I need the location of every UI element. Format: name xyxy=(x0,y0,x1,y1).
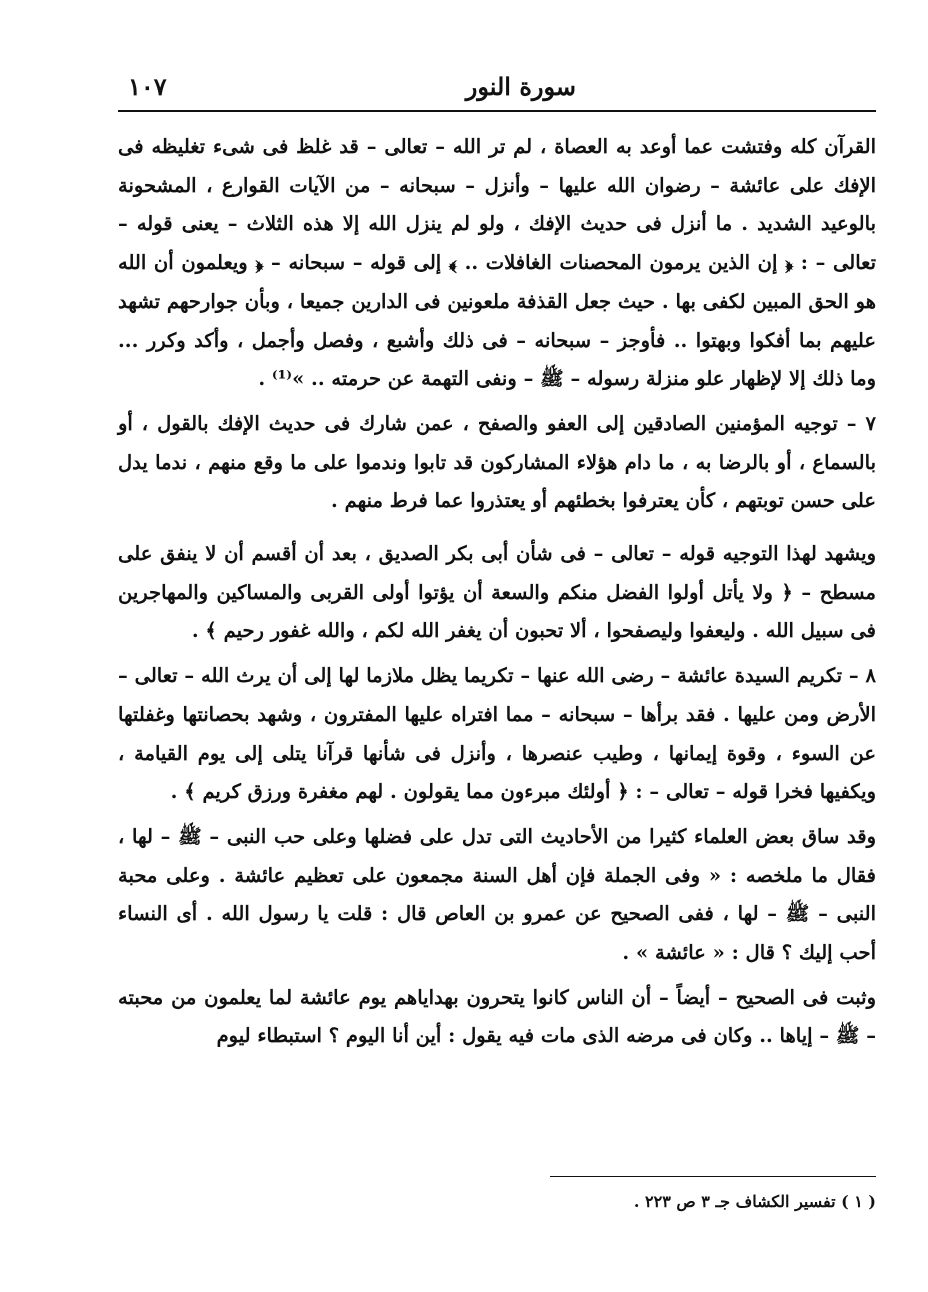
header-divider xyxy=(118,110,876,112)
paragraph-1: القرآن كله وفتشت عما أوعد به العصاة ، لم تر الله – تعالى – قد غلظ فى شىء تغليظه فى الإفك على عائشة – رضوان الله عليها – وأنزل – سبحانه – من الآيات القوارع ، المشحونة بالوعيد الشديد . ما أنزل فى حديث الإفك ، ولو لم ينزل الله إلا هذه الثلاث – يعنى قوله – تعالى – : ﴿ إن الذين يرمون المحصنات الغافلات .. ﴾ إلى قوله – سبحانه – ﴿ ويعلمون أن الله هو الحق المبين لكفى بها . حيث جعل القذفة ملعونين فى الدارين جميعا ، وبأن جوارحهم تشهد عليهم بما أفكوا وبهتوا .. فأوجز – سبحانه – فى ذلك وأشبع ، وفصل وأجمل ، وأكد وكرر ... وما ذلك إلا لإظهار علو منزلة رسوله – ﷺ – ونفى التهمة عن حرمته .. »⁽¹⁾ . xyxy=(118,135,877,391)
page-header xyxy=(118,66,876,106)
footnote: ( ١ ) تفسير الكشاف جـ ٣ ص ٢٢٣ . xyxy=(633,1192,876,1211)
paragraph-6: وثبت فى الصحيح – أيضاً – أن الناس كانوا يتحرون بهداياهم يوم عائشة لما يعلمون من محبته – ﷺ – إياها .. وكان فى مرضه الذى مات فيه يقول : أين أنا اليوم ؟ استبطاء ليوم xyxy=(118,985,876,1048)
paragraph-2: ٧ – توجيه المؤمنين الصادقين إلى العفو والصفح ، عمن شارك فى حديث الإفك بالقول ، أو بالسماع ، أو بالرضا به ، ما دام هؤلاء المشاركون قد تابوا وندموا على ما وقع منهم ، ندما يدل على حسن توبتهم ، كأن يعترفوا بخطئهم أو يعتذروا عما فرط منهم . xyxy=(118,411,876,513)
surah-title: سورة النور xyxy=(465,72,576,101)
page-number: ١٠٧ xyxy=(128,72,167,101)
paragraph-3: ويشهد لهذا التوجيه قوله – تعالى – فى شأن أبى بكر الصديق ، بعد أن أقسم أن لا ينفق على مسطح – ﴿ ولا يأتل أولوا الفضل منكم والسعة أن يؤتوا أولى القربى والمساكين والمهاجرين فى سبيل الله . وليعفوا وليصفحوا ، ألا تحبون أن يغفر الله لكم ، والله غفور رحيم ﴾ . xyxy=(118,542,876,643)
main-text xyxy=(118,128,876,1056)
footnote-divider xyxy=(550,1176,876,1177)
paragraph-5: وقد ساق بعض العلماء كثيرا من الأحاديث التى تدل على فضلها وعلى حب النبى – ﷺ – لها ، فقال ما ملخصه : « وفى الجملة فإن أهل السنة مجمعون على تعظيم عائشة . وعلى محبة النبى – ﷺ – لها ، ففى الصحيح عن عمرو بن العاص قال : قلت يا رسول الله . أى النساء أحب إليك ؟ قال : « عائشة » . xyxy=(118,824,876,965)
paragraph-4: ٨ – تكريم السيدة عائشة – رضى الله عنها – تكريما يظل ملازما لها إلى أن يرث الله – تعالى – الأرض ومن عليها . فقد برأها – سبحانه – مما افتراه عليها المفترون ، وشهد بحصانتها وغفلتها عن السوء ، وقوة إيمانها ، وطيب عنصرها ، وأنزل فى شأنها قرآنا يتلى إلى يوم القيامة ، ويكفيها فخرا قوله – تعالى – : ﴿ أولئك مبرءون مما يقولون . لهم مغفرة ورزق كريم ﴾ . xyxy=(118,664,876,804)
